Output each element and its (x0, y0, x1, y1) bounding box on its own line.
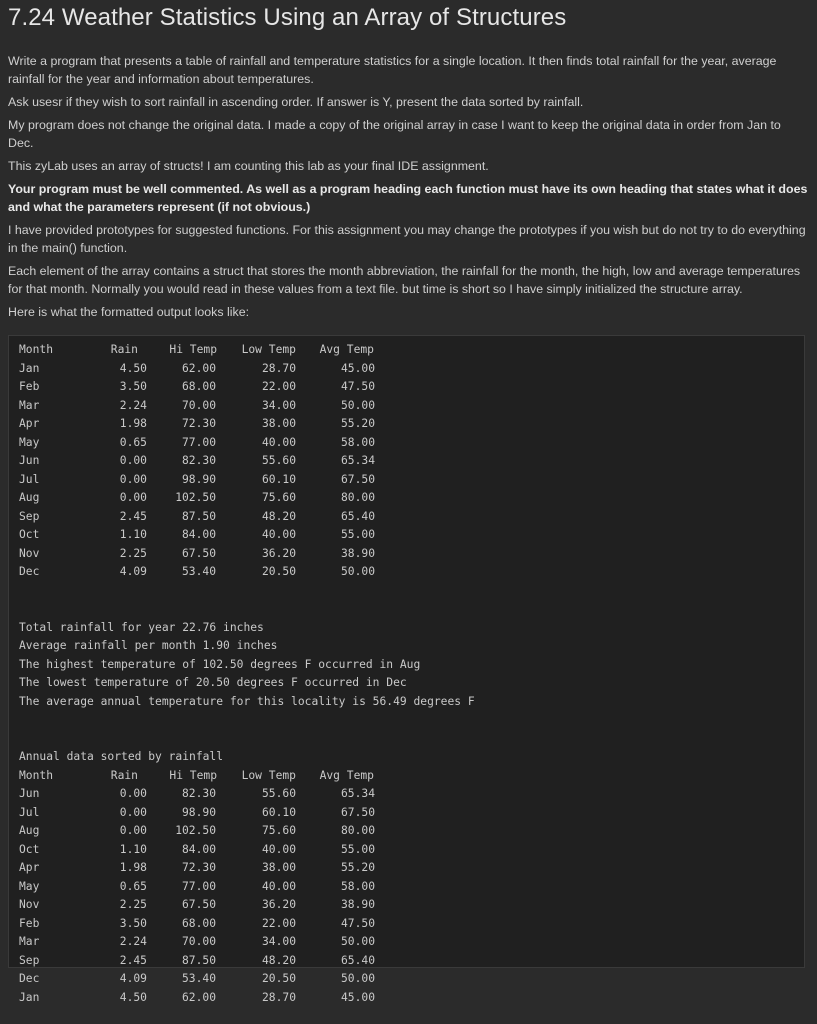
table-body (19, 360, 804, 582)
cell-avg-temp: 50.00 (340, 565, 375, 578)
cell-rain: 0.00 (119, 472, 147, 486)
sorted-table-row (19, 970, 804, 989)
sorted-table-row (19, 841, 804, 860)
cell-rain: 2.24 (119, 935, 147, 948)
cell-low-temp: 40.00 (261, 842, 296, 856)
cell-month: Dec (19, 972, 40, 985)
cell-hi-temp: 62.00 (181, 990, 216, 1004)
table-header (19, 341, 804, 360)
cell-hi-temp: 82.30 (181, 787, 216, 800)
summary-line: Total rainfall for year 22.76 inches (19, 620, 264, 634)
sorted-table-row (19, 915, 804, 934)
cell-low-temp: 22.00 (261, 916, 296, 930)
cell-hi-temp: 84.00 (181, 842, 216, 856)
cell-avg-temp: 80.00 (340, 824, 375, 837)
cell-month: Feb (19, 380, 40, 393)
cell-hi-temp: 77.00 (181, 879, 216, 893)
cell-hi-temp: 62.00 (181, 361, 216, 375)
cell-avg-temp: 47.50 (340, 916, 375, 930)
cell-low-temp: 34.00 (261, 935, 296, 948)
cell-low-temp: 20.50 (261, 972, 296, 985)
cell-hi-temp: 68.00 (181, 916, 216, 930)
paragraph: Ask usesr if they wish to sort rainfall in ascending order. If answer is Y, present the data sorted by rainfall. (8, 95, 584, 109)
cell-month: Mar (19, 398, 40, 412)
cell-low-temp: 60.10 (261, 805, 296, 819)
cell-hi-temp: 98.90 (181, 472, 216, 486)
cell-avg-temp: 58.00 (340, 879, 375, 893)
cell-rain: 1.10 (119, 528, 147, 541)
cell-rain: 4.09 (119, 565, 147, 578)
cell-hi-temp: 72.30 (181, 417, 216, 430)
cell-avg-temp: 55.20 (340, 861, 375, 874)
cell-hi-temp: 67.50 (181, 898, 216, 911)
cell-low-temp: 22.00 (261, 380, 296, 393)
cell-low-temp: 28.70 (261, 361, 296, 375)
cell-low-temp: 40.00 (261, 528, 296, 541)
cell-avg-temp: 47.50 (340, 380, 375, 393)
cell-rain: 0.00 (119, 805, 147, 819)
cell-rain: 2.25 (119, 546, 147, 560)
cell-avg-temp: 65.34 (340, 454, 375, 467)
cell-rain: 0.00 (119, 454, 147, 467)
cell-low-temp: 38.00 (261, 861, 296, 874)
cell-rain: 2.24 (119, 398, 147, 412)
cell-avg-temp: 50.00 (340, 972, 375, 985)
cell-avg-temp: 55.00 (340, 842, 375, 856)
sorted-table-row (19, 989, 804, 1008)
table-row (19, 563, 804, 582)
cell-hi-temp: 84.00 (181, 528, 216, 541)
header-rain: Rain (110, 768, 138, 782)
cell-hi-temp: 72.30 (181, 861, 216, 874)
cell-month: Oct (19, 842, 40, 856)
cell-rain: 1.98 (119, 861, 147, 874)
cell-rain: 4.50 (119, 361, 147, 375)
header-avg-temp: Avg Temp (319, 343, 374, 356)
cell-avg-temp: 45.00 (340, 361, 375, 375)
table-row (19, 508, 804, 527)
table-row (19, 434, 804, 453)
sorted-table-row (19, 896, 804, 915)
cell-month: Apr (19, 417, 40, 430)
cell-hi-temp: 102.50 (175, 824, 216, 837)
table-row (19, 452, 804, 471)
cell-rain: 0.00 (119, 824, 147, 837)
cell-low-temp: 75.60 (261, 824, 296, 837)
sorted-table-row (19, 804, 804, 823)
cell-avg-temp: 65.40 (340, 953, 375, 967)
cell-avg-temp: 50.00 (340, 935, 375, 948)
cell-month: Jun (19, 454, 40, 467)
cell-low-temp: 34.00 (261, 398, 296, 412)
cell-avg-temp: 50.00 (340, 398, 375, 412)
cell-low-temp: 36.20 (261, 546, 296, 560)
cell-low-temp: 28.70 (261, 990, 296, 1004)
paragraph-emphasis: Your program must be well commented. As well as a program heading each function must have its own heading that states what it does and what the parameters represent (if not obvious.) (8, 182, 808, 214)
cell-low-temp: 20.50 (261, 565, 296, 578)
table-row (19, 471, 804, 490)
cell-low-temp: 48.20 (261, 509, 296, 523)
sorted-table-row (19, 933, 804, 952)
cell-low-temp: 55.60 (261, 454, 296, 467)
cell-rain: 1.10 (119, 842, 147, 856)
cell-hi-temp: 87.50 (181, 953, 216, 967)
cell-rain: 1.98 (119, 417, 147, 430)
cell-avg-temp: 55.20 (340, 417, 375, 430)
cell-month: Nov (19, 898, 40, 911)
cell-avg-temp: 65.40 (340, 509, 375, 523)
header-hi-temp: Hi Temp (169, 768, 217, 782)
cell-month: Jan (19, 990, 40, 1004)
cell-avg-temp: 67.50 (340, 472, 375, 486)
cell-month: Sep (19, 953, 40, 967)
cell-rain: 3.50 (119, 380, 147, 393)
cell-rain: 3.50 (119, 916, 147, 930)
cell-hi-temp: 87.50 (181, 509, 216, 523)
sorted-table-row (19, 822, 804, 841)
sample-output-block (8, 335, 805, 1004)
cell-rain: 2.45 (119, 509, 147, 523)
cell-hi-temp: 82.30 (181, 454, 216, 467)
cell-low-temp: 55.60 (261, 787, 296, 800)
paragraph: My program does not change the original data. I made a copy of the original array in case I want to keep the original data in order from Jan to Dec. (8, 118, 781, 150)
sorted-table-header (19, 767, 804, 786)
table-row (19, 526, 804, 545)
header-month: Month (19, 343, 54, 356)
cell-rain: 0.00 (119, 491, 147, 504)
header-low-temp: Low Temp (241, 768, 296, 782)
header-month: Month (19, 768, 54, 782)
table-row (19, 545, 804, 564)
paragraph: Each element of the array contains a struct that stores the month abbreviation, the rainfall for the month, the high, low and average temperatures for that month. Normally you would read in these values from a text file. but time is short so I have simply initialized the structure array. (8, 264, 801, 296)
cell-hi-temp: 70.00 (181, 935, 216, 948)
sorted-table-row (19, 859, 804, 878)
cell-hi-temp: 102.50 (175, 491, 216, 504)
cell-avg-temp: 45.00 (340, 990, 375, 1004)
table-row (19, 415, 804, 434)
header-low-temp: Low Temp (241, 343, 296, 356)
cell-month: Oct (19, 528, 40, 541)
header-avg-temp: Avg Temp (319, 768, 374, 782)
description (8, 52, 809, 321)
summary-line: The average annual temperature for this locality is 56.49 degrees F (19, 694, 475, 708)
sorted-table-row (19, 878, 804, 897)
cell-low-temp: 38.00 (261, 417, 296, 430)
page-title: 7.24 Weather Statistics Using an Array of Structures (8, 4, 567, 31)
cell-hi-temp: 53.40 (181, 972, 216, 985)
cell-avg-temp: 58.00 (340, 435, 375, 449)
cell-month: Nov (19, 546, 40, 560)
header-rain: Rain (110, 343, 138, 356)
cell-month: Feb (19, 916, 40, 930)
cell-month: Aug (19, 491, 40, 504)
cell-low-temp: 40.00 (261, 879, 296, 893)
cell-low-temp: 60.10 (261, 472, 296, 486)
sorted-title: Annual data sorted by rainfall (19, 750, 224, 763)
cell-rain: 0.65 (119, 435, 147, 449)
paragraph: This zyLab uses an array of structs! I am counting this lab as your final IDE assignment. (8, 159, 489, 173)
cell-rain: 2.45 (119, 953, 147, 967)
cell-month: Jul (19, 472, 40, 486)
cell-rain: 0.00 (119, 787, 147, 800)
summary-line: Average rainfall per month 1.90 inches (19, 639, 278, 652)
sorted-table-row (19, 952, 804, 971)
paragraph: Here is what the formatted output looks like: (8, 305, 250, 319)
summary-line: The lowest temperature of 20.50 degrees F occurred in Dec (19, 676, 407, 689)
cell-month: Jul (19, 805, 40, 819)
cell-avg-temp: 80.00 (340, 491, 375, 504)
summary-line: The highest temperature of 102.50 degrees F occurred in Aug (19, 657, 421, 671)
cell-avg-temp: 65.34 (340, 787, 375, 800)
cell-hi-temp: 68.00 (181, 380, 216, 393)
cell-hi-temp: 67.50 (181, 546, 216, 560)
cell-rain: 4.09 (119, 972, 147, 985)
cell-month: Dec (19, 565, 40, 578)
cell-month: May (19, 879, 40, 893)
cell-month: Sep (19, 509, 40, 523)
cell-low-temp: 75.60 (261, 491, 296, 504)
cell-avg-temp: 38.90 (340, 546, 375, 560)
table-row (19, 360, 804, 379)
cell-avg-temp: 67.50 (340, 805, 375, 819)
cell-month: Jan (19, 361, 40, 375)
cell-rain: 0.65 (119, 879, 147, 893)
cell-month: May (19, 435, 40, 449)
cell-low-temp: 36.20 (261, 898, 296, 911)
table-row (19, 378, 804, 397)
header-hi-temp: Hi Temp (169, 343, 217, 356)
summary-block (19, 619, 804, 712)
cell-month: Apr (19, 861, 40, 874)
cell-rain: 2.25 (119, 898, 147, 911)
cell-avg-temp: 55.00 (340, 528, 375, 541)
cell-low-temp: 40.00 (261, 435, 296, 449)
cell-month: Jun (19, 787, 40, 800)
sorted-table-body (19, 785, 804, 1007)
cell-hi-temp: 77.00 (181, 435, 216, 449)
table-row (19, 489, 804, 508)
paragraph: Write a program that presents a table of rainfall and temperature statistics for a single location. It then finds total rainfall for the year, average rainfall for the year and information about temperatures. (8, 54, 777, 86)
cell-avg-temp: 38.90 (340, 898, 375, 911)
sorted-table-row (19, 785, 804, 804)
table-row (19, 397, 804, 416)
cell-month: Aug (19, 824, 40, 837)
cell-hi-temp: 70.00 (181, 398, 216, 412)
cell-low-temp: 48.20 (261, 953, 296, 967)
cell-month: Mar (19, 935, 40, 948)
cell-rain: 4.50 (119, 990, 147, 1004)
cell-hi-temp: 98.90 (181, 805, 216, 819)
cell-hi-temp: 53.40 (181, 565, 216, 578)
paragraph: I have provided prototypes for suggested functions. For this assignment you may change the prototypes if you wish but do not try to do everything in the main() function. (8, 223, 806, 255)
